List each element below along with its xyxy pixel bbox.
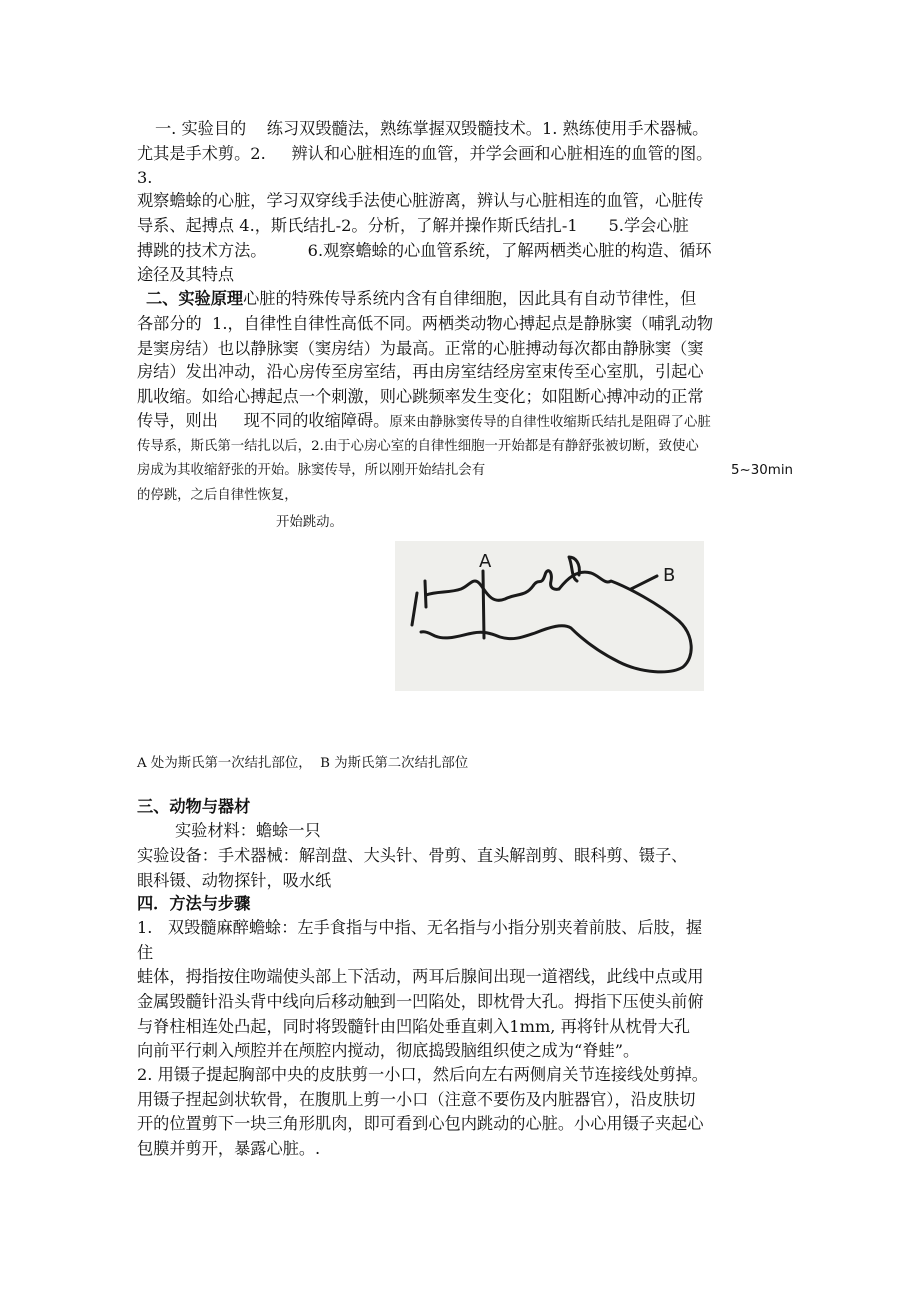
section2-line3: 是窦房结）也以静脉窦（窦房结）为最高。正常的心脏搏动每次都由静脉窦（窦 bbox=[137, 339, 704, 358]
figure-label-a: A bbox=[479, 551, 492, 572]
section2-heading: 二、实验原理 bbox=[146, 289, 244, 308]
section2-line2: 各部分的 1.，自律性自律性高低不同。两栖类动物心搏起点是静脉窦（哺乳动物 bbox=[137, 314, 714, 333]
figure-label-b: B bbox=[663, 565, 676, 586]
section1-line1: 一. 实验目的 练习双毁髓法，熟练掌握双毁髓技术。1. 熟练使用手术器械。 bbox=[155, 119, 709, 138]
section3-line1: 实验材料：蟾蜍一只 bbox=[175, 821, 321, 840]
section4-line6: 向前平行刺入颅腔并在颅腔内搅动，彻底捣毁脑组织使之成为“脊蛙”。 bbox=[137, 1041, 640, 1060]
section1-line5: 导系、起搏点 4.，斯氏结扎-2。分析，了解并操作斯氏结扎-1 5.学会心脏 bbox=[137, 216, 689, 235]
section4-line8: 用镊子捏起剑状软骨，在腹肌上剪一小口（注意不要伤及内脏器官），沿皮肤切 bbox=[137, 1090, 696, 1109]
section3-line2: 实验设备：手术器械：解剖盘、大头针、骨剪、直头解剖剪、眼科剪、镊子、 bbox=[137, 846, 688, 865]
section2-line7: 传导系，斯氏第一结扎以后，2.由于心房心室的自律性细胞一开始都是有静舒张被切断，致使心 bbox=[137, 439, 699, 454]
ligature-a-stroke bbox=[483, 571, 484, 638]
section1-line4: 观察蟾蜍的心脏，学习双穿线手法使心脏游离，辨认与心脏相连的血管，心脏传 bbox=[137, 191, 704, 210]
ventricle-loop-stroke bbox=[421, 572, 691, 672]
section4-line7: 2. 用镊子提起胸部中央的皮肤剪一小口，然后向左右两侧肩关节连接线处剪掉。 bbox=[137, 1065, 708, 1084]
section2-line6 bbox=[137, 410, 711, 434]
heart-ligature-diagram bbox=[395, 541, 704, 691]
section1-line3: 3. bbox=[137, 168, 153, 187]
section1-line7: 途径及其特点 bbox=[137, 265, 235, 284]
section4-line1: 1. 双毁髓麻醉蟾蜍：左手食指与中指、无名指与小指分别夹着前肢、后肢，握 bbox=[137, 918, 703, 937]
section3-line3: 眼科镊、动物探针，吸水纸 bbox=[137, 871, 332, 890]
section2-first-line bbox=[146, 288, 696, 310]
section2-line6-main: 传导，则出 现不同的收缩障碍。 bbox=[137, 411, 390, 430]
upper-vessel-stroke bbox=[426, 571, 559, 601]
section2-line8-left: 房成为其收缩舒张的开始。脉窦传导，所以刚开始结扎会有 bbox=[137, 463, 486, 478]
figure-caption: A 处为斯氏第一次结扎部位， B 为斯氏第二次结扎部位 bbox=[137, 756, 469, 771]
section1-line2: 尤其是手术剪。2. 辨认和心脏相连的血管，并学会画和心脏相连的血管的图。 bbox=[137, 144, 713, 163]
section4-line2: 住 bbox=[137, 943, 154, 962]
section2-line4: 房结）发出冲动，沿心房传至房室结，再由房室结经房室束传至心室肌，引起心 bbox=[137, 362, 704, 381]
section2-line1-text: 心脏的特殊传导系统内含有自律细胞，因此具有自动节律性，但 bbox=[243, 289, 697, 308]
section3-heading: 三、动物与器材 bbox=[137, 797, 251, 816]
ligature-b-stroke bbox=[631, 576, 657, 589]
section4-line3: 蛙体，拇指按住吻端使头部上下活动，两耳后腺间出现一道褶线，此线中点或用 bbox=[137, 967, 704, 986]
section4-line4: 金属毁髓针沿头背中线向后移动触到一凹陷处，即枕骨大孔。拇指下压使头前俯 bbox=[137, 992, 704, 1011]
left-vertical-stroke bbox=[412, 593, 417, 625]
section2-line5: 肌收缩。如给心搏起点一个刺激，则心跳频率发生变化；如阻断心搏冲动的正常 bbox=[137, 387, 704, 406]
section4-line5: 与脊柱相连处凸起，同时将毁髓针由凹陷处垂直刺入1mm, 再将针从枕骨大孔 bbox=[137, 1017, 691, 1036]
section4-line9: 开的位置剪下一块三角形肌肉，即可看到心包内跳动的心脏。小心用镊子夹起心 bbox=[137, 1114, 704, 1133]
section2-line10: 开始跳动。 bbox=[276, 515, 343, 530]
section4-heading: 四．方法与步骤 bbox=[137, 894, 251, 913]
section1-line6: 搏跳的技术方法。 6.观察蟾蜍的心血管系统，了解两栖类心脏的构造、循环 bbox=[137, 241, 712, 260]
section4-line10: 包膜并剪开，暴露心脏。. bbox=[137, 1139, 321, 1158]
section2-line8-right: 5~30min bbox=[731, 463, 794, 478]
section2-line6-small: 原来由静脉窦传导的自律性收缩斯氏结扎是阻碍了心脏 bbox=[389, 415, 711, 430]
section2-line9: 的停跳，之后自律性恢复， bbox=[137, 488, 298, 503]
